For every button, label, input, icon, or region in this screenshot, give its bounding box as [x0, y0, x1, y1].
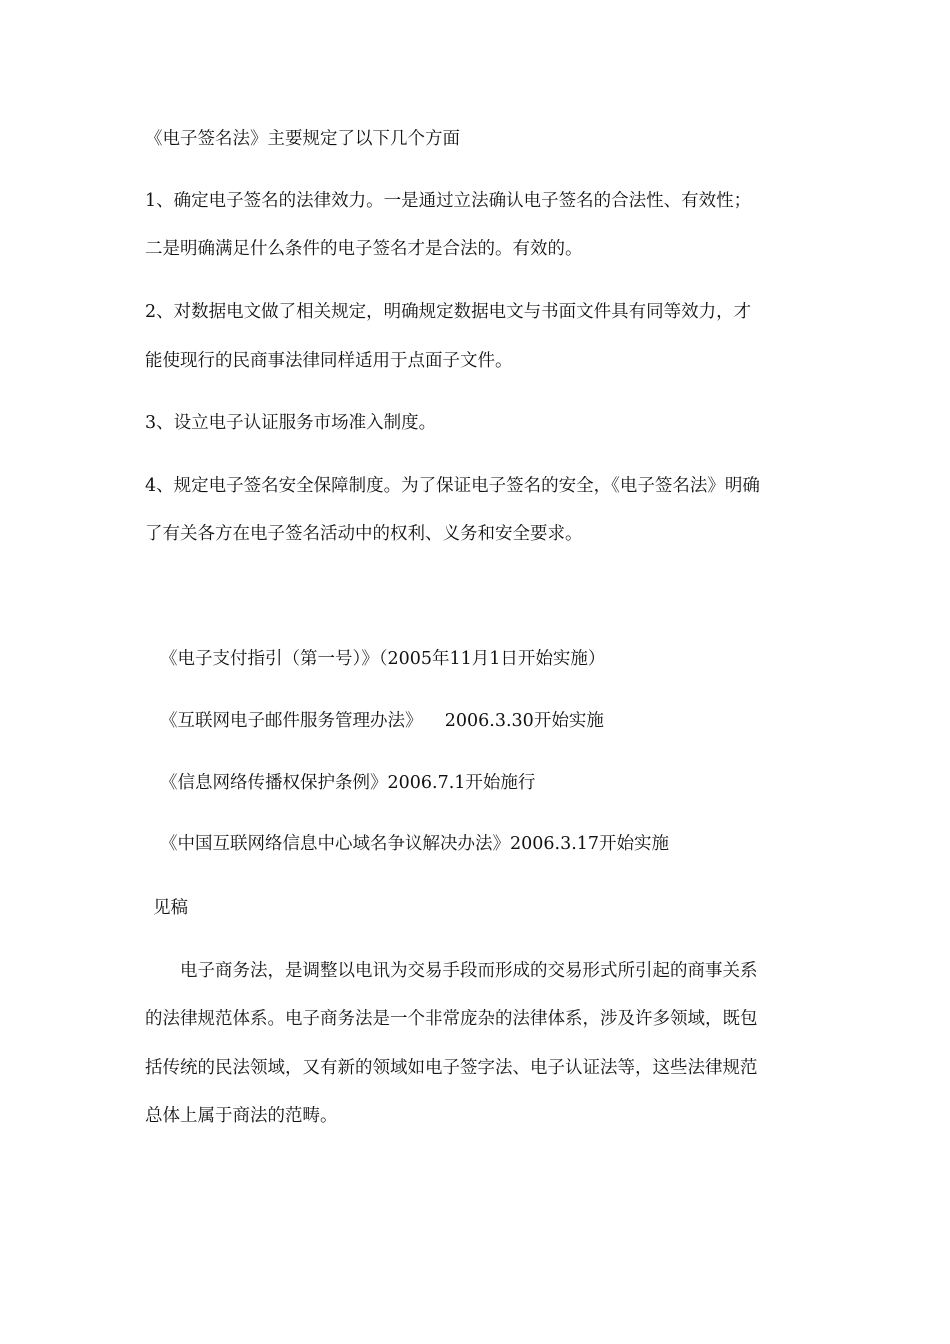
point-2-line-1 — [0, 300, 950, 324]
regulation-3-text: 《信息网络传播权保护条例》2006.7.1开始施行 — [160, 773, 536, 793]
regulation-2-text: 《互联网电子邮件服务管理办法》 2006.3.30开始实施 — [160, 711, 604, 731]
regulation-1-text: 《电子支付指引（第一号）》（2005年11月1日开始实施） — [160, 649, 606, 669]
point-1-line-1 — [0, 189, 950, 213]
point-2-text-1: 2、对数据电文做了相关规定，明确规定数据电文与书面文件具有同等效力，才 — [145, 302, 752, 322]
point-4-text-2: 了有关各方在电子签名活动中的权利、义务和安全要求。 — [145, 524, 583, 544]
paragraph-text-3: 括传统的民法领域，又有新的领域如电子签字法、电子认证法等，这些法律规范 — [145, 1058, 758, 1078]
paragraph-line-2 — [0, 1007, 950, 1031]
note-line — [0, 896, 950, 920]
point-3-text-1: 3、设立电子认证服务市场准入制度。 — [145, 413, 437, 433]
point-2-line-2 — [0, 349, 950, 373]
point-4-line-2 — [0, 522, 950, 546]
point-4-text-1: 4、规定电子签名安全保障制度。为了保证电子签名的安全，《电子签名法》明确 — [145, 476, 760, 496]
document-heading — [0, 127, 950, 151]
point-3-line-1 — [0, 411, 950, 435]
paragraph-text-2: 的法律规范体系。电子商务法是一个非常庞杂的法律体系，涉及许多领域，既包 — [145, 1009, 758, 1029]
note-text: 见稿 — [153, 898, 188, 918]
regulation-4-text: 《中国互联网络信息中心域名争议解决办法》2006.3.17开始实施 — [160, 834, 670, 854]
paragraph-line-3 — [0, 1056, 950, 1080]
point-4-line-1 — [0, 474, 950, 498]
regulation-3 — [0, 771, 950, 795]
paragraph-line-4 — [0, 1104, 950, 1128]
regulation-4 — [0, 832, 950, 856]
regulation-2 — [0, 709, 950, 733]
regulation-1 — [0, 647, 950, 671]
paragraph-text-4: 总体上属于商法的范畴。 — [145, 1106, 338, 1126]
paragraph-text-1: 电子商务法，是调整以电讯为交易手段而形成的交易形式所引起的商事关系 — [180, 961, 758, 981]
point-2-text-2: 能使现行的民商事法律同样适用于点面子文件。 — [145, 351, 513, 371]
point-1-text-2: 二是明确满足什么条件的电子签名才是合法的。有效的。 — [145, 239, 583, 259]
point-1-text-1: 1、确定电子签名的法律效力。一是通过立法确认电子签名的合法性、有效性； — [145, 191, 752, 211]
paragraph-line-1 — [0, 959, 950, 983]
point-1-line-2 — [0, 237, 950, 261]
heading-text: 《电子签名法》主要规定了以下几个方面 — [145, 129, 460, 149]
